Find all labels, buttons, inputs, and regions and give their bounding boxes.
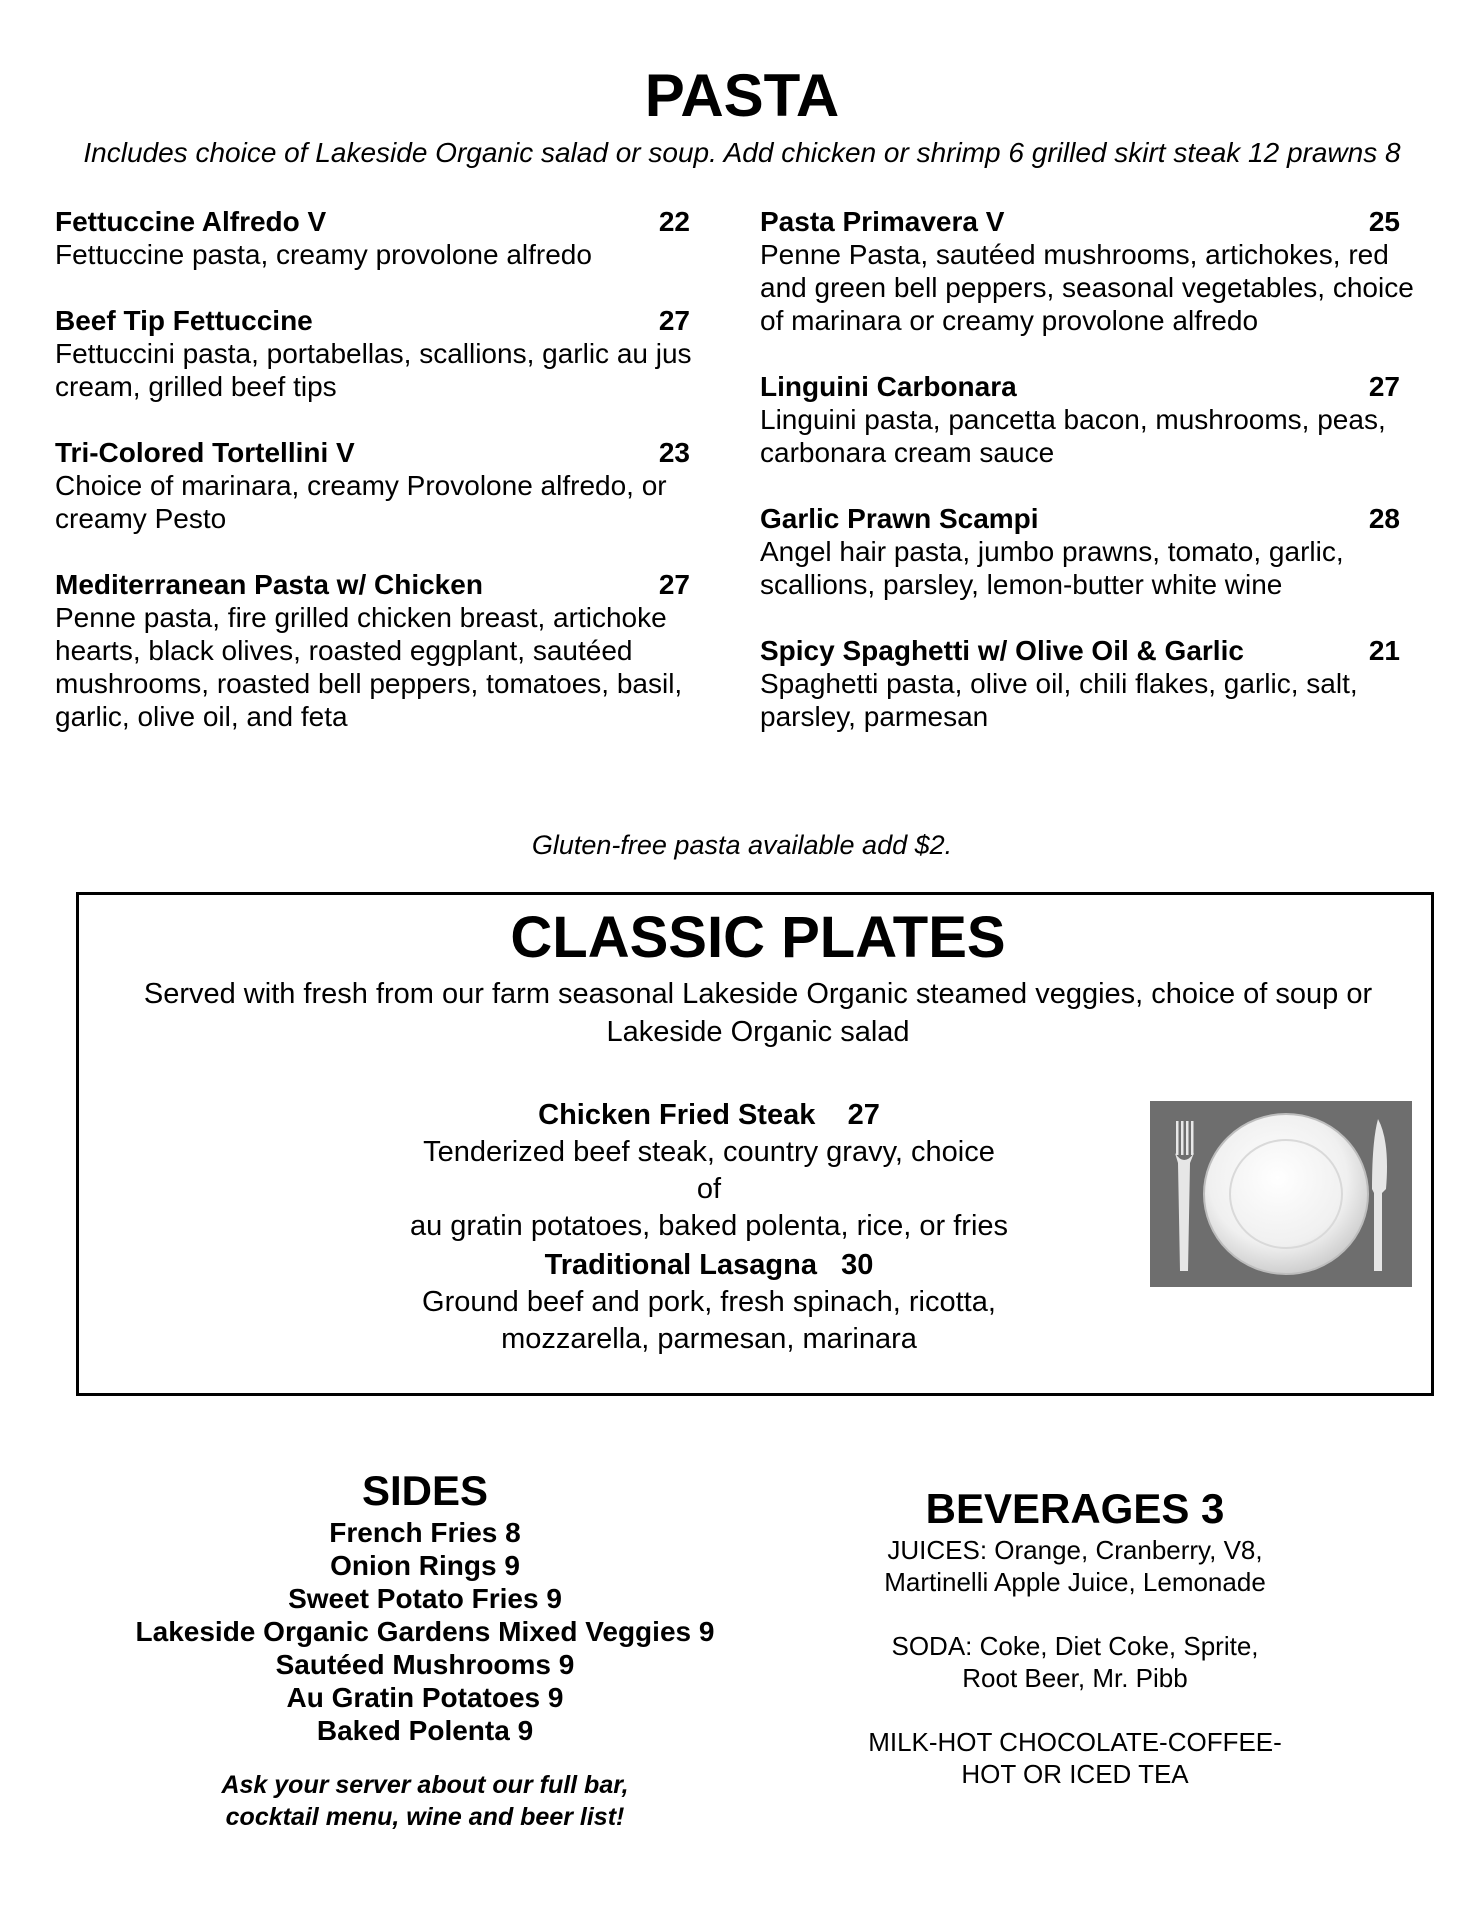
menu-item (55, 436, 715, 535)
juices-line: Martinelli Apple Juice, Lemonade (884, 1567, 1266, 1597)
bar-note-line: cocktail menu, wine and beer list! (225, 1803, 625, 1831)
item-description-line: mozzarella, parmesan, marinara (501, 1323, 917, 1355)
menu-item (55, 304, 715, 403)
soda-line: SODA: Coke, Diet Coke, Sprite, (891, 1631, 1259, 1661)
side-item: Sweet Potato Fries 9 (288, 1583, 562, 1614)
classic-plates-subtitle: Served with fresh from our farm seasonal Lakeside Organic steamed veggies, choice of soup or Lakeside Organic salad (143, 978, 1373, 1048)
other-drinks-group (840, 1726, 1310, 1790)
sides-list (80, 1516, 770, 1747)
item-description: Angel hair pasta, jumbo prawns, tomato, garlic, scallions, parsley, lemon-butter white wine (760, 536, 1344, 600)
beverages-section (840, 1484, 1310, 1822)
item-description: Choice of marinara, creamy Provolone alfredo, or creamy Pesto (55, 470, 667, 534)
pasta-left-column (55, 205, 715, 766)
item-price: 27 (658, 569, 690, 600)
item-description: Fettuccini pasta, portabellas, scallions, garlic au jus cream, grilled beef tips (55, 338, 692, 402)
item-name: Spicy Spaghetti w/ Olive Oil & Garlic (760, 635, 1244, 666)
item-description: Linguini pasta, pancetta bacon, mushrooms, peas, carbonara cream sauce (760, 404, 1386, 468)
menu-item (760, 634, 1420, 733)
item-description-line: Ground beef and pork, fresh spinach, ricotta, (422, 1286, 996, 1318)
menu-item (760, 502, 1420, 601)
pasta-heading: PASTA (644, 62, 840, 129)
soda-line: Root Beer, Mr. Pibb (962, 1663, 1188, 1693)
side-item: Onion Rings 9 (330, 1550, 520, 1581)
side-item: Baked Polenta 9 (316, 1715, 534, 1746)
gluten-free-note: Gluten-free pasta available add $2. (531, 830, 953, 860)
item-name: Chicken Fried Steak (538, 1099, 816, 1131)
side-item: Lakeside Organic Gardens Mixed Veggies 9 (135, 1616, 715, 1647)
item-description: Penne pasta, fire grilled chicken breast, artichoke hearts, black olives, roasted eggplant, sautéed mushrooms, roasted bell peppers, tomatoes, basil, garlic, olive oil, and feta (55, 602, 683, 732)
item-price: 25 (1368, 206, 1400, 237)
item-price: 22 (658, 206, 690, 237)
other-drinks-line: HOT OR ICED TEA (961, 1759, 1189, 1789)
other-drinks-line: MILK-HOT CHOCOLATE-COFFEE- (868, 1727, 1282, 1757)
pasta-right-column (760, 205, 1420, 766)
plate-fork-knife-icon (1150, 1101, 1412, 1287)
bar-note (80, 1769, 770, 1833)
item-price: 27 (658, 305, 690, 336)
item-description: Spaghetti pasta, olive oil, chili flakes, garlic, salt, parsley, parmesan (760, 668, 1358, 732)
pasta-subtitle: Includes choice of Lakeside Organic salad or soup. Add chicken or shrimp 6 grilled skirt steak 12 prawns 8 (83, 137, 1401, 168)
beverages-heading: BEVERAGES 3 (925, 1485, 1225, 1532)
item-price: 27 (1368, 371, 1400, 402)
juices-line: JUICES: Orange, Cranberry, V8, (887, 1535, 1263, 1565)
menu-item (760, 370, 1420, 469)
menu-item (55, 568, 715, 733)
bar-note-line: Ask your server about our full bar, (221, 1771, 629, 1799)
item-description-line: au gratin potatoes, baked polenta, rice, or fries (409, 1210, 1009, 1242)
menu-item (55, 205, 715, 271)
side-item: French Fries 8 (329, 1517, 521, 1548)
item-name: Mediterranean Pasta w/ Chicken (55, 569, 483, 600)
item-price: 30 (841, 1249, 874, 1281)
item-description-line: Tenderized beef steak, country gravy, choice of (423, 1136, 995, 1205)
item-name: Fettuccine Alfredo V (55, 206, 327, 237)
side-item: Au Gratin Potatoes 9 (286, 1682, 564, 1713)
item-name: Pasta Primavera V (760, 206, 1005, 237)
classic-plates-box (76, 892, 1434, 1396)
item-name: Tri-Colored Tortellini V (55, 437, 355, 468)
item-price: 23 (658, 437, 690, 468)
item-price: 28 (1368, 503, 1400, 534)
item-price: 21 (1368, 635, 1400, 666)
classic-plates-heading: CLASSIC PLATES (510, 905, 1006, 970)
sides-section (80, 1466, 770, 1833)
plate-item (409, 1097, 1009, 1245)
item-name: Linguini Carbonara (760, 371, 1017, 402)
item-name: Beef Tip Fettuccine (55, 305, 313, 336)
item-description: Penne Pasta, sautéed mushrooms, artichokes, red and green bell peppers, seasonal vegetables, choice of marinara or creamy provolone alfredo (760, 239, 1414, 336)
sides-heading: SIDES (361, 1467, 489, 1514)
item-description: Fettuccine pasta, creamy provolone alfredo (55, 239, 592, 270)
menu-item (760, 205, 1420, 337)
soda-group (840, 1630, 1310, 1694)
plate-item (409, 1247, 1009, 1358)
place-setting-image (1150, 1101, 1412, 1287)
side-item: Sautéed Mushrooms 9 (275, 1649, 575, 1680)
item-name: Garlic Prawn Scampi (760, 503, 1039, 534)
item-name: Traditional Lasagna (544, 1249, 817, 1281)
item-price: 27 (847, 1099, 880, 1131)
juices-group (840, 1534, 1310, 1598)
